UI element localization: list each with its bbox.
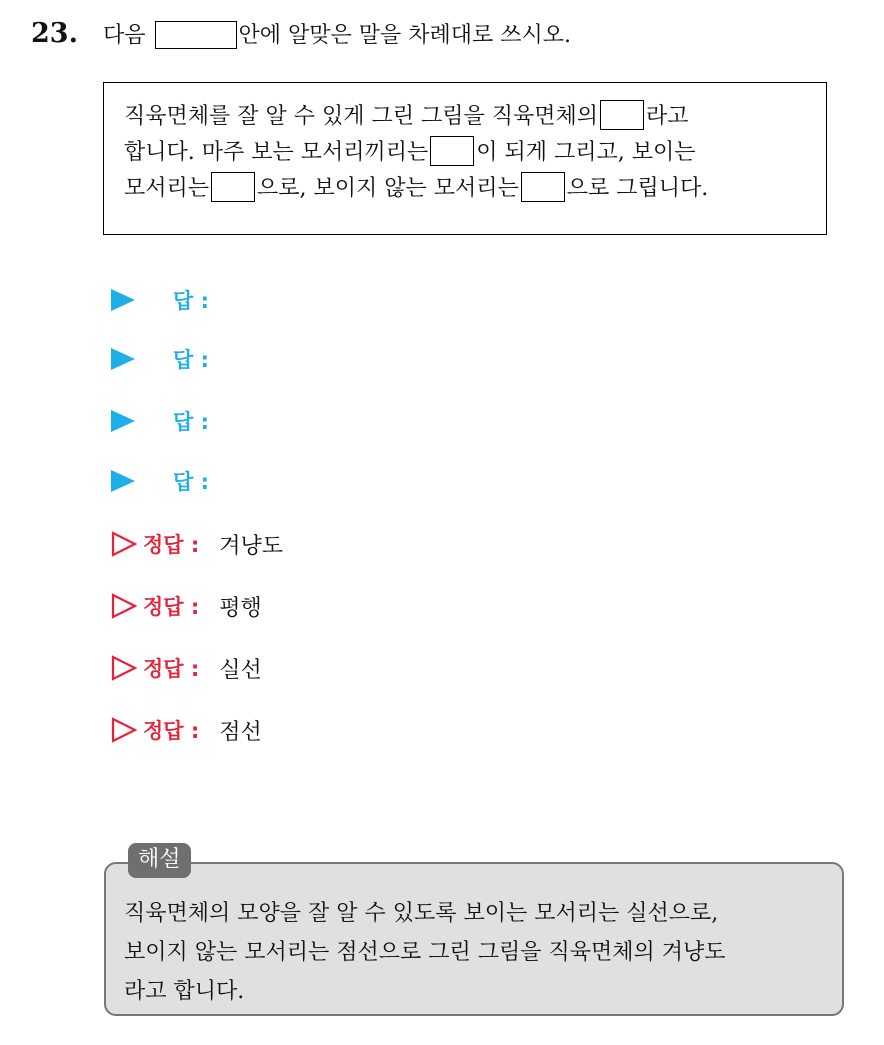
line2-text-after: 이 되게 그리고, 보이는 bbox=[476, 140, 696, 165]
correct-answer-label: 정답 : bbox=[143, 657, 200, 681]
line3-text-after: 으로 그립니다. bbox=[566, 176, 709, 201]
answer-row[interactable] bbox=[111, 285, 209, 315]
correct-answer-value: 겨냥도 bbox=[219, 533, 284, 559]
explanation-line: 라고 합니다. bbox=[124, 979, 245, 1004]
correct-answer-label: 정답 : bbox=[143, 719, 200, 743]
correct-answer-value: 점선 bbox=[219, 719, 262, 745]
answer-label: 답 : bbox=[173, 470, 209, 494]
question-prompt bbox=[103, 21, 571, 51]
play-triangle-icon bbox=[111, 348, 135, 370]
blank-2 bbox=[430, 136, 474, 166]
answer-row[interactable] bbox=[111, 406, 209, 436]
play-triangle-icon bbox=[111, 470, 135, 492]
correct-answer-row bbox=[111, 589, 262, 623]
blank-1 bbox=[600, 100, 644, 130]
correct-answer-row bbox=[111, 527, 283, 561]
outline-triangle-icon bbox=[111, 593, 137, 619]
question-number: 23. bbox=[31, 18, 78, 49]
line1-text-after: 라고 bbox=[646, 104, 689, 129]
line2-text-before: 합니다. 마주 보는 모서리끼리는 bbox=[124, 140, 429, 165]
question-box-line-3 bbox=[124, 171, 826, 207]
prompt-before: 다음 bbox=[103, 23, 146, 48]
answer-row[interactable] bbox=[111, 466, 209, 496]
answer-label: 답 : bbox=[173, 348, 209, 372]
correct-answer-label: 정답 : bbox=[143, 533, 200, 557]
line1-text-before: 직육면체를 잘 알 수 있게 그린 그림을 직육면체의 bbox=[124, 104, 598, 129]
question-box bbox=[103, 82, 827, 235]
line3-text-before: 모서리는 bbox=[124, 176, 210, 201]
outline-triangle-icon bbox=[111, 717, 137, 743]
answer-label: 답 : bbox=[173, 289, 209, 313]
play-triangle-icon bbox=[111, 410, 135, 432]
prompt-after: 안에 알맞은 말을 차례대로 쓰시오. bbox=[238, 23, 572, 48]
outline-triangle-icon bbox=[111, 531, 137, 557]
line3-text-middle: 으로, 보이지 않는 모서리는 bbox=[257, 176, 519, 201]
outline-triangle-icon bbox=[111, 655, 137, 681]
play-triangle-icon bbox=[111, 289, 135, 311]
blank-3 bbox=[211, 172, 255, 202]
correct-answer-label: 정답 : bbox=[143, 595, 200, 619]
explanation-line: 보이지 않는 모서리는 점선으로 그린 그림을 직육면체의 겨냥도 bbox=[124, 940, 726, 965]
explanation-line: 직육면체의 모양을 잘 알 수 있도록 보이는 모서리는 실선으로, bbox=[124, 901, 719, 926]
prompt-blank-box bbox=[155, 21, 237, 49]
answer-row[interactable] bbox=[111, 344, 209, 374]
question-box-line-2 bbox=[124, 135, 826, 171]
question-box-line-1 bbox=[124, 99, 826, 135]
correct-answer-value: 평행 bbox=[219, 595, 262, 621]
explanation-box bbox=[104, 862, 844, 1016]
explanation-tag: 해설 bbox=[128, 843, 191, 878]
blank-4 bbox=[521, 172, 565, 202]
answer-label: 답 : bbox=[173, 410, 209, 434]
correct-answer-value: 실선 bbox=[219, 657, 262, 683]
correct-answer-row bbox=[111, 651, 262, 685]
correct-answer-row bbox=[111, 713, 262, 747]
